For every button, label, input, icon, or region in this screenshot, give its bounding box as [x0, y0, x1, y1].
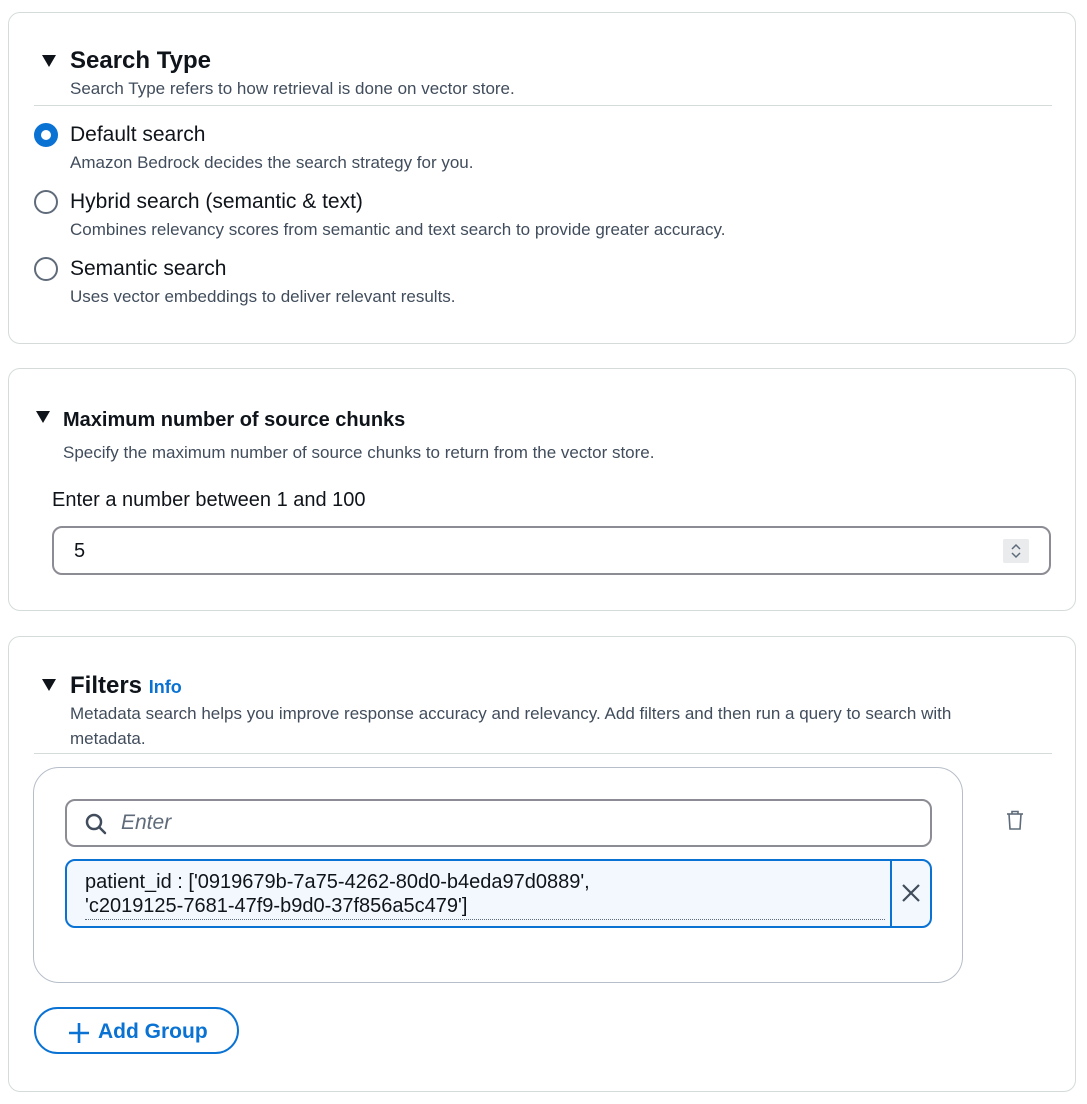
source-chunks-number-input[interactable] — [52, 526, 1051, 575]
number-stepper-icon[interactable] — [1003, 539, 1029, 563]
source-chunks-value[interactable]: 5 — [74, 540, 86, 562]
option-semantic-search-description: Uses vector embeddings to deliver relevant results. — [70, 287, 456, 306]
search-type-description: Search Type refers to how retrieval is done on vector store. — [70, 79, 515, 98]
option-hybrid-search-description: Combines relevancy scores from semantic and text search to provide greater accuracy. — [70, 220, 726, 239]
plus-icon — [68, 1022, 90, 1044]
radio-default-search[interactable] — [34, 123, 58, 147]
filters-panel — [8, 636, 1076, 1092]
search-type-title[interactable]: Search Type — [70, 47, 211, 74]
source-chunks-title[interactable]: Maximum number of source chunks — [63, 409, 406, 431]
add-group-button[interactable] — [34, 1007, 239, 1054]
filters-info-link[interactable]: Info — [148, 677, 182, 697]
source-chunks-description: Specify the maximum number of source chunks to return from the vector store. — [63, 443, 655, 462]
filter-token-line1: patient_id : ['0919679b-7a75-4262-80d0-b4eda97d0889', — [85, 871, 590, 893]
trash-icon[interactable] — [1006, 810, 1024, 830]
radio-hybrid-search[interactable] — [34, 190, 58, 214]
close-icon — [901, 883, 921, 903]
filters-description-line1: Metadata search helps you improve response accuracy and relevancy. Add filters and then run a query to search with — [70, 704, 952, 723]
caret-down-icon[interactable] — [36, 411, 50, 423]
search-icon — [85, 813, 107, 835]
add-group-label: Add Group — [98, 1020, 208, 1043]
filter-token[interactable] — [65, 859, 932, 928]
caret-down-icon[interactable] — [42, 55, 56, 67]
filter-token-text — [85, 870, 885, 920]
filters-title[interactable] — [70, 672, 182, 700]
remove-token-button[interactable] — [890, 861, 930, 926]
option-default-search-label[interactable]: Default search — [70, 123, 206, 146]
source-chunks-input-label: Enter a number between 1 and 100 — [52, 489, 366, 511]
option-default-search-description: Amazon Bedrock decides the search strategy for you. — [70, 153, 474, 172]
option-semantic-search-label[interactable]: Semantic search — [70, 257, 227, 280]
divider — [34, 105, 1052, 106]
filter-search-input[interactable] — [119, 809, 899, 837]
filter-token-line2: 'c2019125-7681-47f9-b9d0-37f856a5c479'] — [85, 895, 468, 917]
filters-title-text: Filters — [70, 672, 143, 699]
radio-semantic-search[interactable] — [34, 257, 58, 281]
search-type-panel — [8, 12, 1076, 344]
filters-description-line2: metadata. — [70, 729, 146, 748]
divider — [34, 753, 1052, 754]
filter-search-field[interactable] — [65, 799, 932, 847]
option-hybrid-search-label[interactable]: Hybrid search (semantic & text) — [70, 190, 363, 213]
caret-down-icon[interactable] — [42, 679, 56, 691]
source-chunks-panel — [8, 368, 1076, 611]
filter-group — [33, 767, 963, 983]
